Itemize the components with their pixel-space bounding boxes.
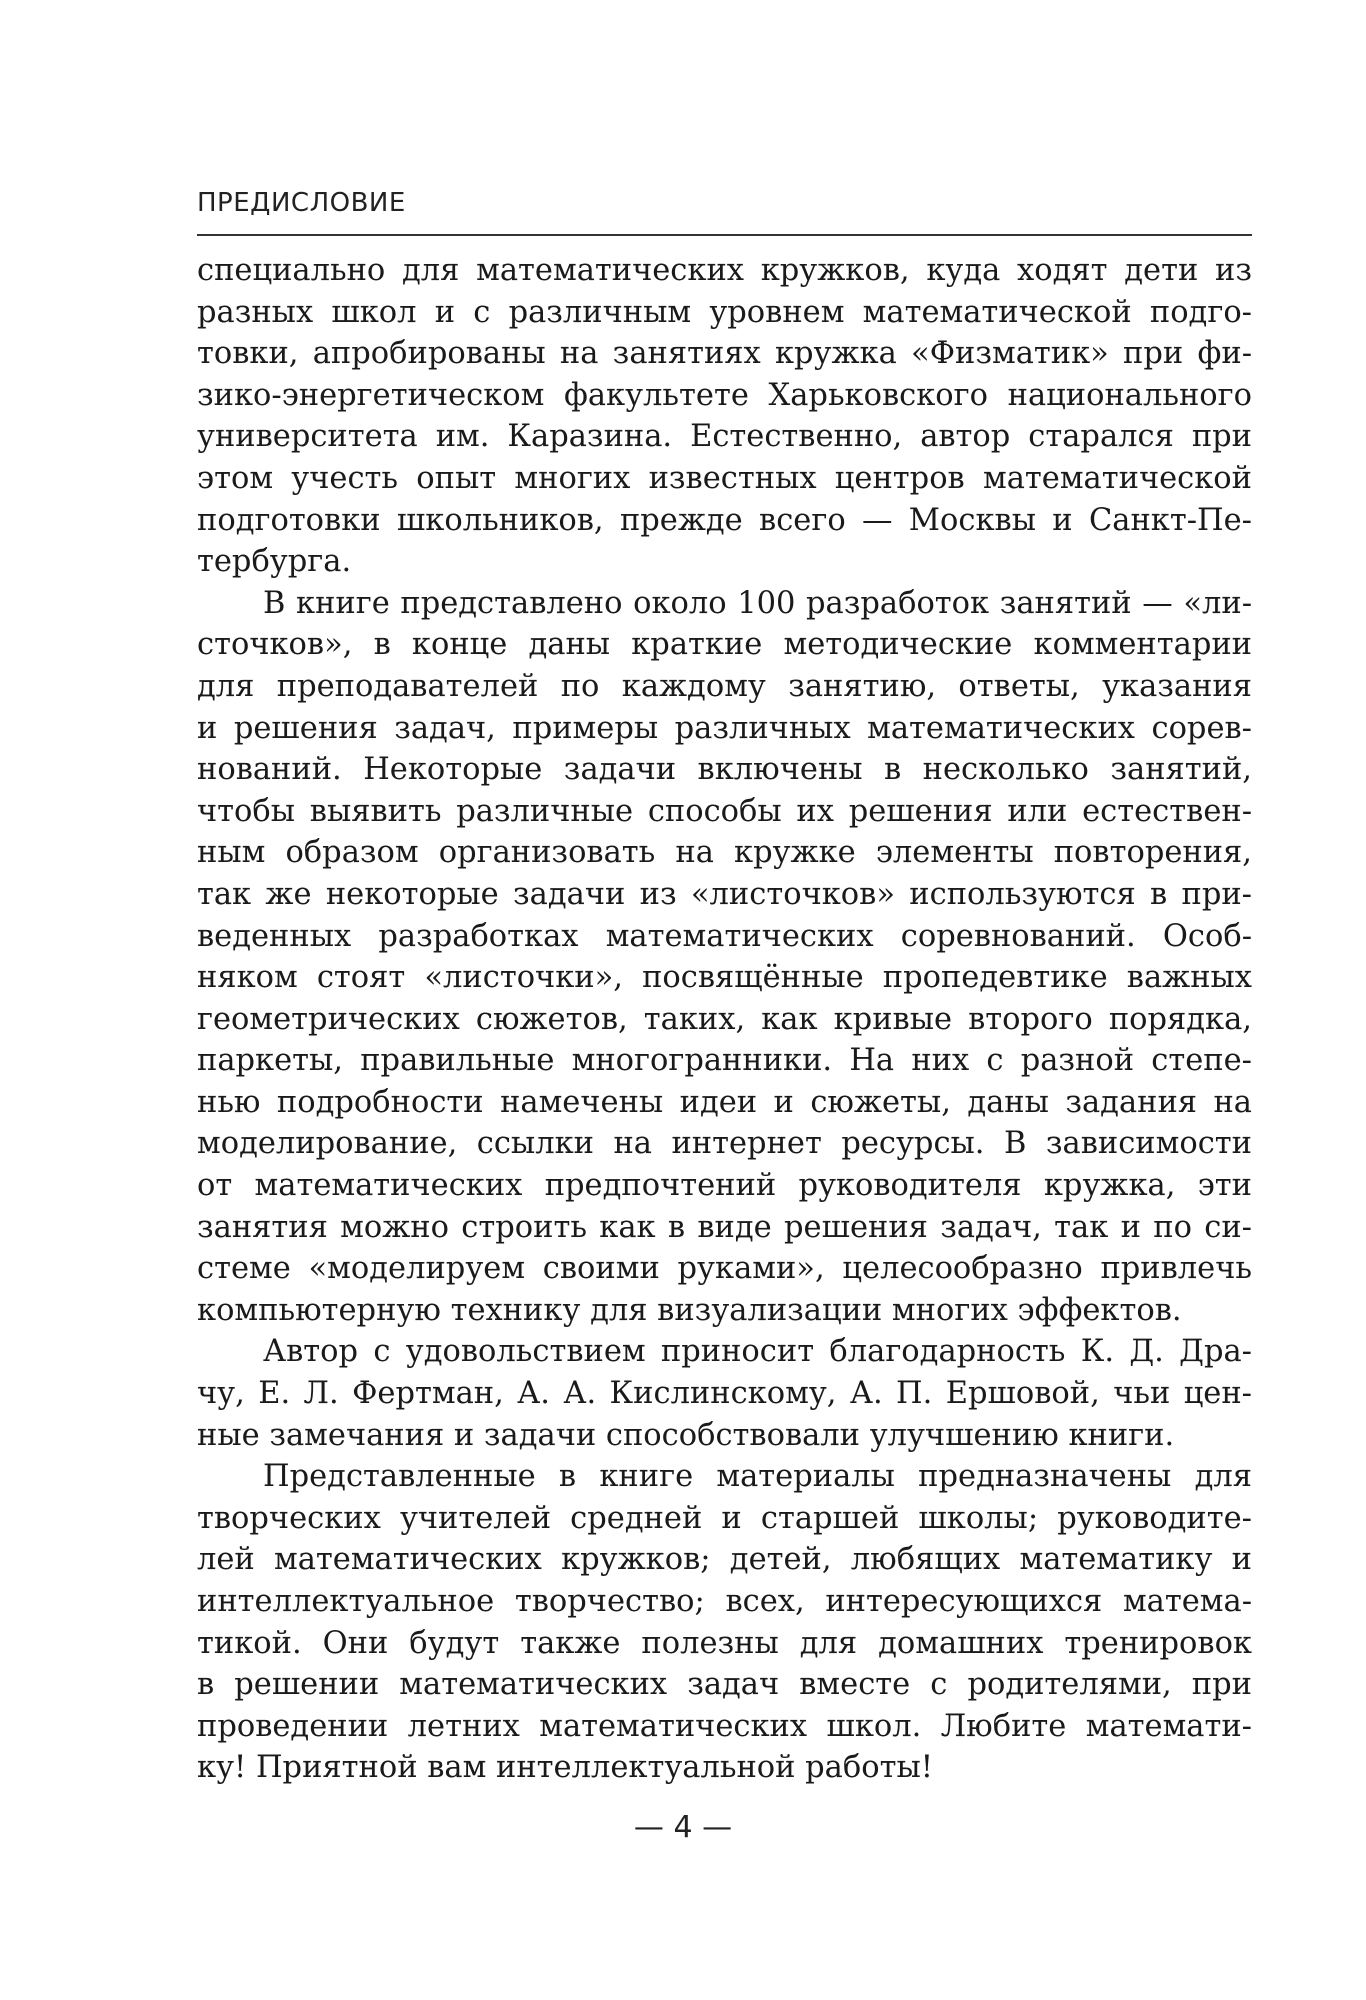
- text-line: Представленные в книге материалы предназначены для: [263, 1459, 1252, 1495]
- text-line: занятия можно строить как в виде решения задач, так и по си-: [197, 1209, 1252, 1245]
- text-line: нью подробности намечены идеи и сюжеты, даны задания на: [197, 1084, 1252, 1120]
- text-line: тербурга.: [197, 544, 352, 580]
- text-line: тикой. Они будут также полезны для домашних тренировок: [197, 1625, 1252, 1661]
- text-line: специально для математических кружков, куда ходят дети из: [197, 253, 1252, 288]
- paragraph-1: [197, 250, 1252, 583]
- text-line: чу, Е. Л. Фертман, А. А. Кислинскому, А. П. Ершовой, чьи цен-: [197, 1376, 1252, 1412]
- text-line: от математических предпочтений руководителя кружка, эти: [197, 1168, 1252, 1204]
- text-line: чтобы выявить различные способы их решения или естествен-: [197, 793, 1252, 829]
- text-line: творческих учителей средней и старшей школы; руководите-: [197, 1500, 1252, 1536]
- body-text: [197, 250, 1252, 1789]
- paragraph-3: [197, 1331, 1252, 1456]
- text-line: моделирование, ссылки на интернет ресурсы. В зависимости: [197, 1126, 1252, 1162]
- page-number: — 4 —: [633, 1810, 733, 1845]
- text-line: университета им. Каразина. Естественно, автор старался при: [197, 419, 1252, 455]
- running-header: [197, 184, 1252, 236]
- text-line: зико-энергетическом факультете Харьковского национального: [197, 377, 1252, 413]
- text-line: подготовки школьников, прежде всего — Москвы и Санкт-Пе-: [197, 502, 1252, 538]
- paragraph-2: [197, 583, 1252, 1332]
- paragraph-4: [197, 1456, 1252, 1789]
- text-line: Автор с удовольствием приносит благодарность К. Д. Дра-: [263, 1334, 1252, 1370]
- text-line: ным образом организовать на кружке элементы повторения,: [197, 835, 1252, 871]
- text-line: компьютерную технику для визуализации многих эффектов.: [197, 1292, 1182, 1328]
- text-line: веденных разработках математических соревнований. Особ-: [197, 918, 1252, 954]
- text-line: нований. Некоторые задачи включены в несколько занятий,: [197, 752, 1252, 788]
- text-line: разных школ и с различным уровнем математической подго-: [197, 294, 1252, 330]
- text-line: ку! Приятной вам интеллектуальной работы!: [197, 1750, 933, 1786]
- text-line: этом учесть опыт многих известных центров математической: [197, 460, 1252, 496]
- text-line: паркеты, правильные многогранники. На них с разной степе-: [197, 1043, 1252, 1079]
- text-line: ные замечания и задачи способствовали улучшению книги.: [197, 1417, 1175, 1453]
- text-line: в решении математических задач вместе с родителями, при: [197, 1667, 1252, 1703]
- text-line: для преподавателей по каждому занятию, ответы, указания: [197, 668, 1252, 704]
- text-line: товки, апробированы на занятиях кружка «Физматик» при фи-: [197, 336, 1252, 372]
- text-line: сточков», в конце даны краткие методические комментарии: [197, 627, 1252, 663]
- running-header-title: ПРЕДИСЛОВИЕ: [197, 188, 406, 218]
- text-line: интеллектуальное творчество; всех, интересующихся матема-: [197, 1584, 1252, 1619]
- text-line: няком стоят «листочки», посвящённые пропедевтике важных: [197, 960, 1252, 996]
- text-line: так же некоторые задачи из «листочков» используются в при-: [197, 876, 1252, 912]
- text-line: В книге представлено около 100 разработок занятий — «ли-: [263, 585, 1252, 621]
- text-line: проведении летних математических школ. Любите математи-: [197, 1708, 1252, 1744]
- text-line: и решения задач, примеры различных математических сорев-: [197, 710, 1252, 746]
- text-line: геометрических сюжетов, таких, как кривые второго порядка,: [197, 1001, 1252, 1037]
- text-line: лей математических кружков; детей, любящих математику и: [197, 1542, 1252, 1578]
- text-line: стеме «моделируем своими руками», целесообразно привлечь: [197, 1251, 1252, 1287]
